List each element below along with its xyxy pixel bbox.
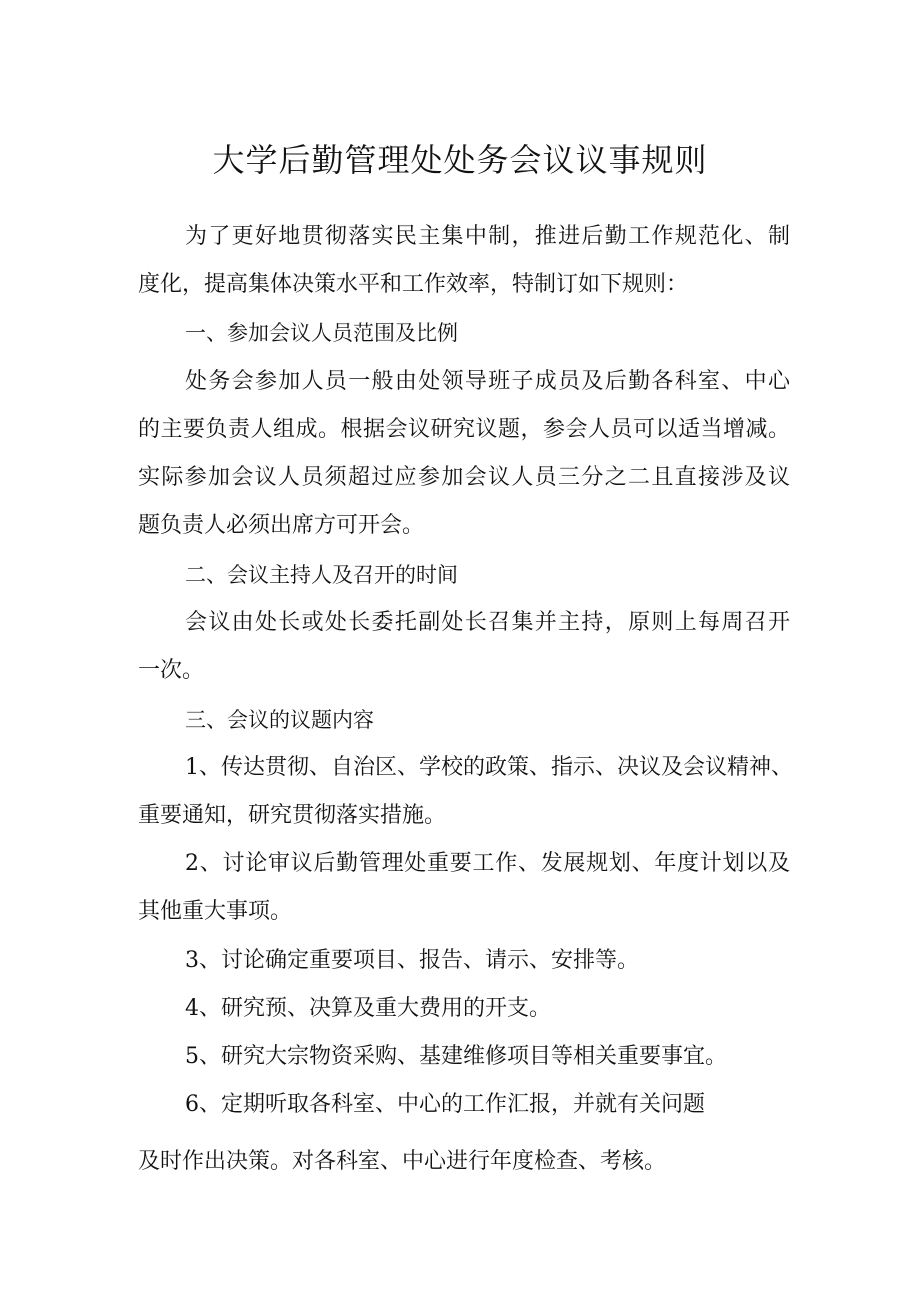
list-item-line: 重要通知，研究贯彻落实措施。 [138,803,447,828]
section-heading-3: 三、会议的议题内容 [185,708,374,732]
paragraph-line: 为了更好地贯彻落实民主集中制，推进后勤工作规范化、制 [185,224,790,249]
paragraph-line: 处务会参加人员一般由处领导班子成员及后勤各科室、中心 [185,369,790,394]
section-heading-1: 一、参加会议人员范围及比例 [185,321,458,345]
section-heading-2: 二、会议主持人及召开的时间 [185,563,458,587]
list-item-line: 5、研究大宗物资采购、基建维修项目等相关重要事宜。 [185,1044,727,1069]
paragraph-line: 题负责人必须出席方可开会。 [138,513,425,538]
list-item-line: 6、定期听取各科室、中心的工作汇报，并就有关问题 [185,1092,705,1117]
list-item-line: 4、研究预、决算及重大费用的开支。 [185,996,551,1021]
paragraph-line: 会议由处长或处长委托副处长召集并主持，原则上每周召开 [185,610,790,635]
paragraph-line: 度化，提高集体决策水平和工作效率，特制订如下规则： [138,272,689,297]
paragraph-line: 的主要负责人组成。根据会议研究议题，参会人员可以适当增减。 [138,417,790,442]
paragraph-line: 一次。 [138,658,205,683]
list-item-line: 及时作出决策。对各科室、中心进行年度检查、考核。 [138,1149,667,1174]
list-item-line: 2、讨论审议后勤管理处重要工作、发展规划、年度计划以及 [185,851,790,876]
paragraph-line: 实际参加会议人员须超过应参加会议人员三分之二且直接涉及议 [138,465,790,490]
list-item-line: 1、传达贯彻、自治区、学校的政策、指示、决议及会议精神、 [185,755,793,780]
list-item-line: 3、讨论确定重要项目、报告、请示、安排等。 [185,948,639,973]
list-item-line: 其他重大事项。 [138,899,293,924]
document-title: 大学后勤管理处处务会议议事规则 [212,141,708,179]
